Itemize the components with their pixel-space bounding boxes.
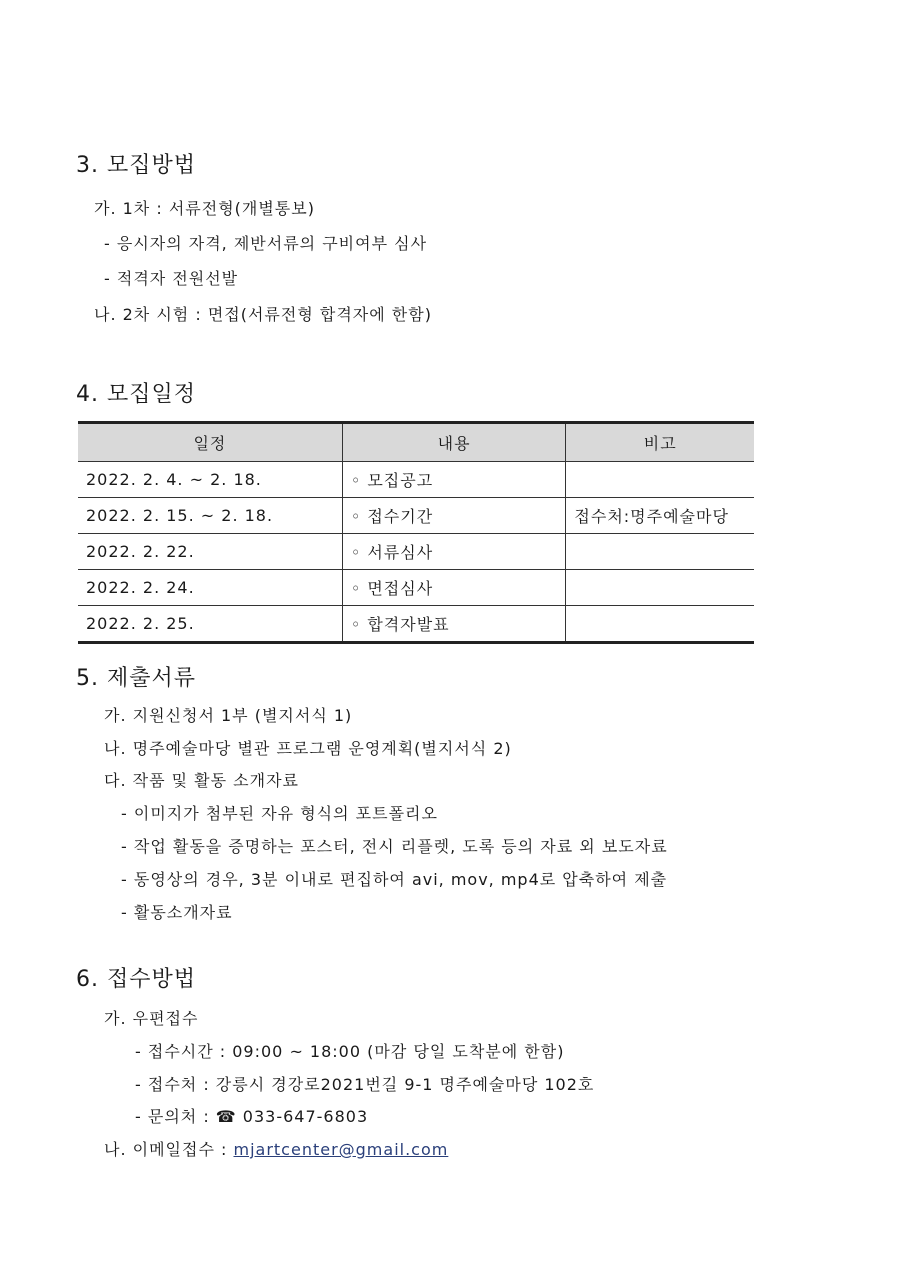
cell-date: 2022. 2. 4. ~ 2. 18. xyxy=(78,462,342,498)
s5-item-6: - 동영상의 경우, 3분 이내로 편집하여 avi, mov, mp4로 압축하여 제출 xyxy=(121,870,668,889)
cell-date: 2022. 2. 15. ~ 2. 18. xyxy=(78,498,342,534)
cell-content: ◦ 면접심사 xyxy=(342,570,566,606)
cell-content: ◦ 서류심사 xyxy=(342,534,566,570)
section-4-heading: 4. 모집일정 xyxy=(76,382,196,407)
cell-note xyxy=(566,462,754,498)
s6-item-2: - 접수시간 : 09:00 ~ 18:00 (마감 당일 도착분에 한함) xyxy=(135,1042,565,1061)
table-row xyxy=(78,606,754,643)
email-link[interactable]: mjartcenter@gmail.com xyxy=(233,1140,449,1159)
cell-date: 2022. 2. 22. xyxy=(78,534,342,570)
s5-item-7: - 활동소개자료 xyxy=(121,903,233,922)
section-5-heading: 5. 제출서류 xyxy=(76,666,196,691)
s6-item-1: 가. 우편접수 xyxy=(104,1009,199,1028)
s3-item-4: 나. 2차 시험 : 면접(서류전형 합격자에 한함) xyxy=(94,305,432,324)
header-content: 내용 xyxy=(342,423,566,462)
cell-note: 접수처:명주예술마당 xyxy=(566,498,754,534)
s3-item-1: 가. 1차 : 서류전형(개별통보) xyxy=(94,199,315,218)
s6-item-3: - 접수처 : 강릉시 경강로2021번길 9-1 명주예술마당 102호 xyxy=(135,1075,595,1094)
table-row xyxy=(78,462,754,498)
s5-item-4: - 이미지가 첨부된 자유 형식의 포트폴리오 xyxy=(121,804,438,823)
schedule-table xyxy=(78,421,754,644)
s5-item-2: 나. 명주예술마당 별관 프로그램 운영계획(별지서식 2) xyxy=(104,739,512,758)
cell-note xyxy=(566,534,754,570)
header-note: 비고 xyxy=(566,423,754,462)
cell-note xyxy=(566,570,754,606)
section-6-heading: 6. 접수방법 xyxy=(76,967,196,992)
cell-content: ◦ 모집공고 xyxy=(342,462,566,498)
s5-item-3: 다. 작품 및 활동 소개자료 xyxy=(104,771,299,790)
section-3-heading: 3. 모집방법 xyxy=(76,153,196,178)
s5-item-5: - 작업 활동을 증명하는 포스터, 전시 리플렛, 도록 등의 자료 외 보도자료 xyxy=(121,837,668,856)
s6-item-4: - 문의처 : ☎ 033-647-6803 xyxy=(135,1107,369,1126)
header-date: 일정 xyxy=(78,423,342,462)
s6-email-line xyxy=(104,1137,448,1160)
cell-content: ◦ 접수기간 xyxy=(342,498,566,534)
table-row xyxy=(78,570,754,606)
cell-note xyxy=(566,606,754,643)
cell-content: ◦ 합격자발표 xyxy=(342,606,566,643)
schedule-header-row xyxy=(78,423,754,462)
s3-item-2: - 응시자의 자격, 제반서류의 구비여부 심사 xyxy=(104,234,428,253)
s3-item-3: - 적격자 전원선발 xyxy=(104,269,239,288)
email-label: 나. 이메일접수 : xyxy=(104,1140,234,1159)
cell-date: 2022. 2. 25. xyxy=(78,606,342,643)
table-row xyxy=(78,498,754,534)
table-row xyxy=(78,534,754,570)
cell-date: 2022. 2. 24. xyxy=(78,570,342,606)
s5-item-1: 가. 지원신청서 1부 (별지서식 1) xyxy=(104,706,353,725)
